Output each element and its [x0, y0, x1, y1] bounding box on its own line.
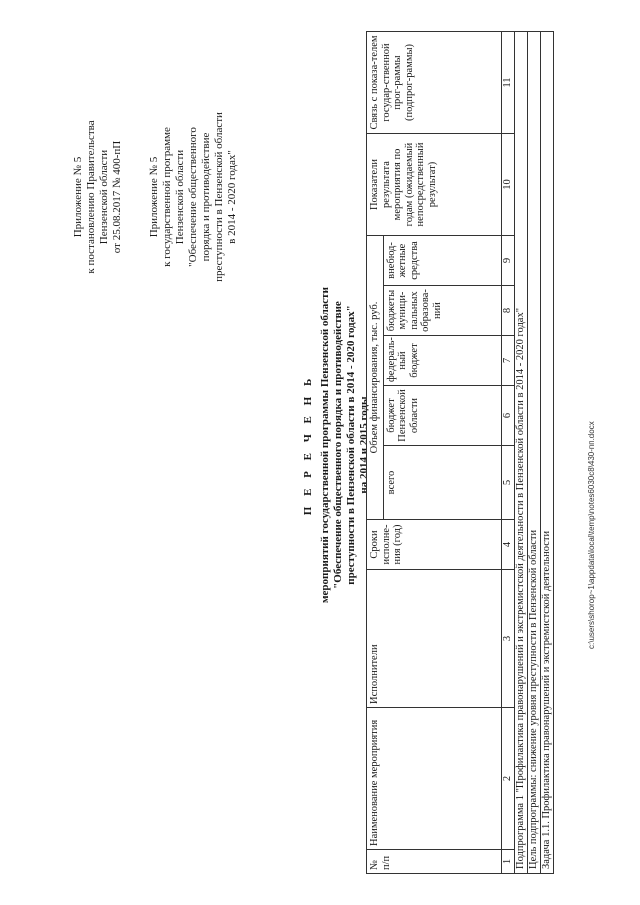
subprogram-goal: Цель подпрограммы: снижение уровня преступности в Пензенской области: [527, 32, 540, 874]
document-heading: [302, 125, 371, 765]
task-row: [540, 32, 553, 874]
column-number: 10: [501, 134, 514, 236]
appendix-line: порядка и противодействие: [200, 132, 212, 262]
table-header-row: [367, 32, 384, 874]
header-num: № п/п: [367, 850, 502, 874]
appendix-line: Приложение № 5: [72, 156, 84, 238]
appendix-line: Пензенской области: [174, 149, 186, 245]
column-numbers-row: [501, 32, 514, 874]
heading-line: мероприятий государственной программы Пензенской области: [319, 287, 331, 603]
header-municipal: бюджеты муници-пальных образова-ний: [383, 286, 501, 336]
header-name: Наименование мероприятия: [367, 708, 502, 850]
subprogram-title: Подпрограмма 1 "Профилактика правонарушений и экстремистской деятельности в Пензенской области в 2014 - 2020 годах": [514, 32, 527, 874]
header-executors: Исполнители: [367, 570, 502, 708]
appendix-line: к постановлению Правительства: [85, 120, 97, 274]
column-number: 4: [501, 520, 514, 570]
appendix-line: в 2014 - 2020 годах": [226, 150, 238, 244]
appendix-line: "Обеспечение общественного: [187, 127, 199, 267]
header-terms: Сроки исполне-ния (год): [367, 520, 502, 570]
header-funding: Объем финансирования, тыс. руб.: [367, 236, 384, 520]
column-number: 7: [501, 336, 514, 386]
header-extrabudget: внебюд-жетные средства: [383, 236, 501, 286]
appendix-line: от 25.08.2017 № 400-пП: [111, 140, 123, 254]
column-number: 2: [501, 708, 514, 850]
column-number: 1: [501, 850, 514, 874]
header-indicators: Показатели результата мероприятия по годам (ожидаемый непосредственный результат): [367, 134, 502, 236]
appendix-decree-block: [72, 87, 124, 307]
column-number: 8: [501, 286, 514, 336]
header-link: Связь с показа-телем государ-ственной прог-раммы (подпрог-раммы): [367, 32, 502, 134]
column-number: 6: [501, 386, 514, 446]
heading-line: на 2014 и 2015 годы: [358, 396, 370, 494]
header-regional: бюджет Пензенской области: [383, 386, 501, 446]
appendix-line: преступности в Пензенской области: [213, 112, 225, 282]
document-title: П Е Р Е Ч Е Н Ь: [302, 374, 314, 516]
subprogram-row: [514, 32, 527, 874]
column-number: 5: [501, 446, 514, 520]
appendix-line: Пензенской области: [98, 149, 110, 245]
column-number: 9: [501, 236, 514, 286]
activities-table: [366, 31, 554, 874]
heading-line: "Обеспечение общественного порядка и противодействие: [332, 301, 344, 589]
column-number: 11: [501, 32, 514, 134]
column-number: 3: [501, 570, 514, 708]
appendix-program-block: [148, 87, 239, 307]
appendix-line: к государственной программе: [161, 127, 173, 267]
task-title: Задача 1.1. Профилактика правонарушений и экстремистской деятельности: [540, 32, 553, 874]
appendix-line: Приложение № 5: [148, 156, 160, 238]
file-path-footer: c:\users\shorop~1\appdata\local\temp\notes6030c8\430-пп.docx: [587, 421, 596, 649]
header-federal: федераль-ный бюджет: [383, 336, 501, 386]
heading-line: преступности в Пензенской области в 2014 - 2020 годах": [345, 305, 357, 585]
header-total: всего: [383, 446, 501, 520]
goal-row: [527, 32, 540, 874]
